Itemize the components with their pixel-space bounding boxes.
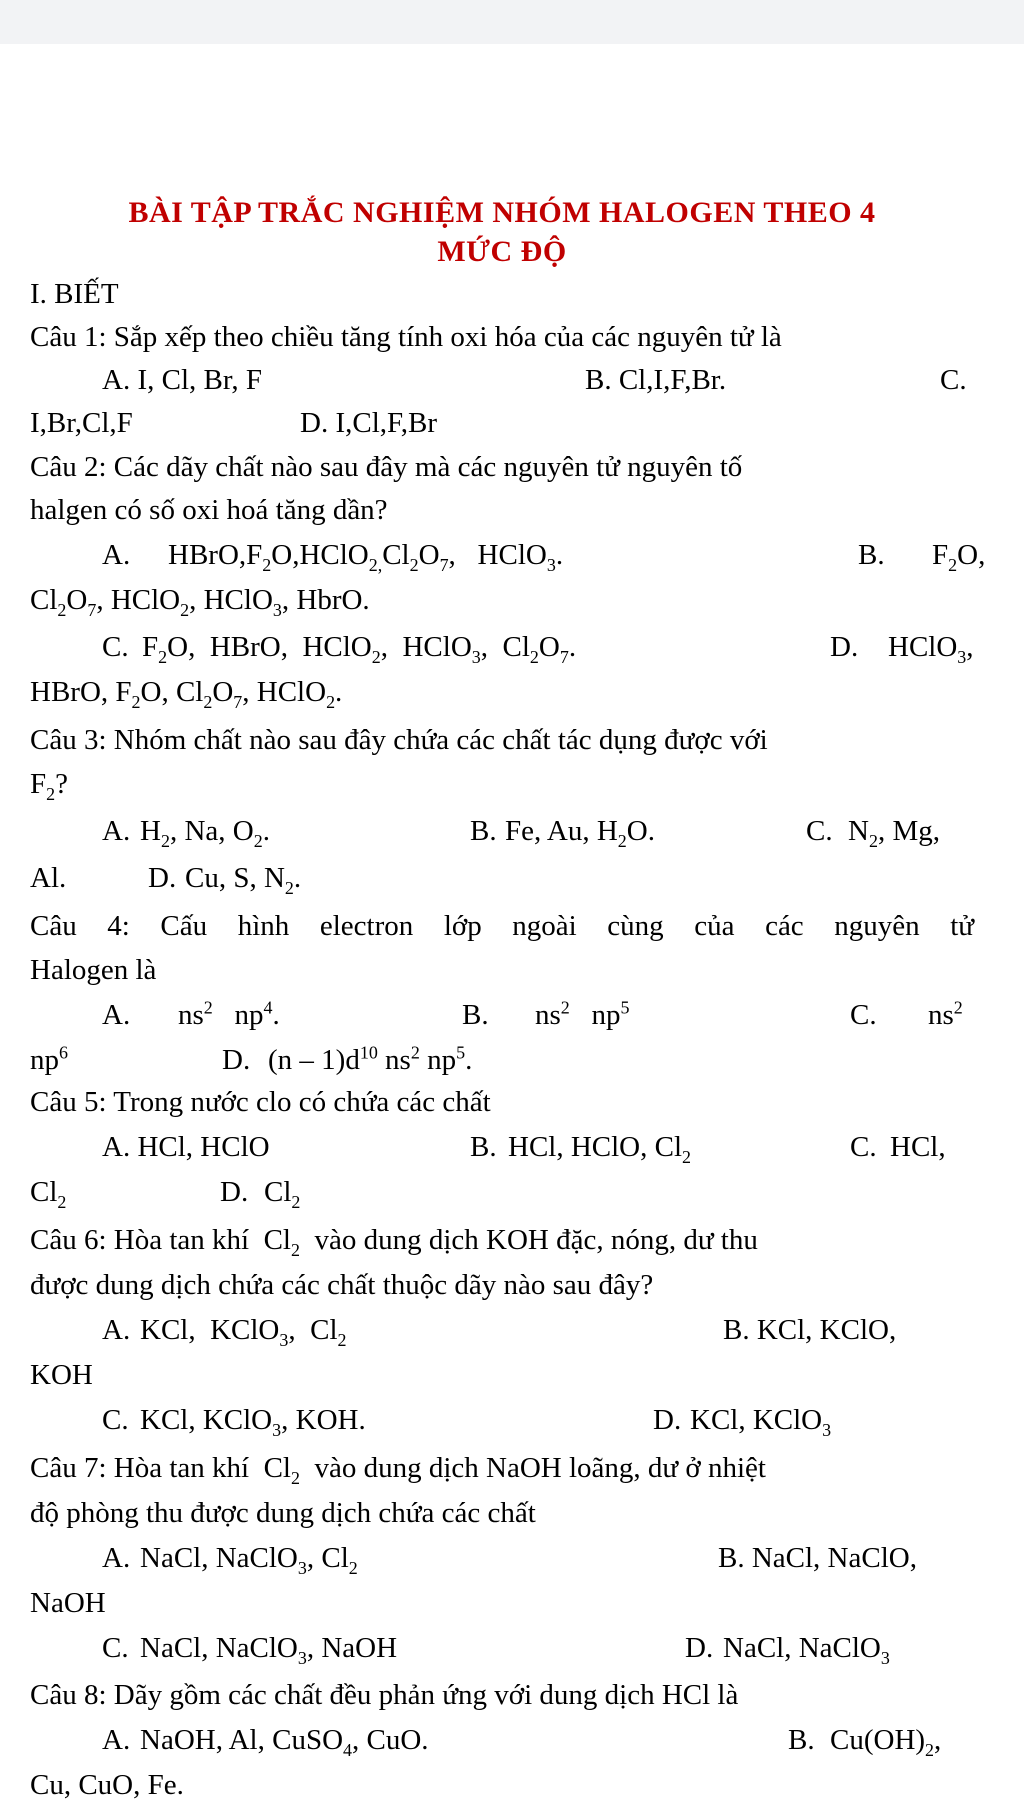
question-6-stem-line-2: được dung dịch chứa các chất thuộc dãy nào sau đây? xyxy=(30,1269,654,1301)
question-6-option-b: B. KCl, KClO, xyxy=(723,1314,897,1346)
question-3-option-b-label: B. xyxy=(470,815,497,847)
question-4-option-c-end: $np^6$ xyxy=(30,1042,68,1076)
question-6-option-d-label: D. xyxy=(653,1404,682,1436)
question-3-option-b: Fe, Au, $H_2O$. xyxy=(505,815,655,851)
question-5-option-c-label: C. xyxy=(850,1131,877,1163)
question-1-option-d: D. I,Cl,F,Br xyxy=(300,407,438,439)
question-3-option-c-start: $N_2$, Mg, xyxy=(848,815,940,851)
question-1-option-c-label: C. xyxy=(940,364,967,396)
question-3-stem-line-2: $F_2$? xyxy=(30,768,68,804)
question-4-stem-line-1: Câu 4: Cấu hình electron lớp ngoài cùng của các nguyên tử xyxy=(30,910,974,942)
question-6-stem-part-2: vào dung dịch KOH đặc, nóng, dư thu xyxy=(314,1224,758,1256)
question-2-option-b-label: B. xyxy=(858,539,885,571)
question-4-option-a-label: A. xyxy=(102,999,131,1031)
question-2-option-b-start: $F_2O$, xyxy=(932,539,986,575)
question-1-stem: Câu 1: Sắp xếp theo chiều tăng tính oxi hóa của các nguyên tử là xyxy=(30,321,782,353)
question-5-option-c-start: HCl, xyxy=(890,1131,946,1163)
question-5-stem: Câu 5: Trong nước clo có chứa các chất xyxy=(30,1086,491,1118)
question-7-option-b-end: NaOH xyxy=(30,1587,106,1619)
question-8-option-a: NaOH, Al, CuSO$_4$, CuO. xyxy=(140,1724,429,1760)
question-2-option-c: $F_2O$, HBrO, HClO$_2$, HClO$_3$, $Cl_2O_7$. xyxy=(142,631,577,667)
question-3-option-c-label: C. xyxy=(806,815,833,847)
question-6-option-d: KCl, KClO$_3$ xyxy=(690,1404,832,1440)
question-8-option-b-label: B. xyxy=(788,1724,815,1756)
question-7-stem-line-1 xyxy=(30,1448,974,1488)
question-8-stem: Câu 8: Dãy gồm các chất đều phản ứng với dung dịch HCl là xyxy=(30,1679,739,1711)
question-2-option-b: $Cl_2O_7$, HClO$_2$, HClO$_3$, HbrO. xyxy=(30,584,370,620)
question-6-option-a-label: A. xyxy=(102,1314,131,1346)
question-3-option-d-label: D. xyxy=(148,862,177,894)
document-title-line-1: BÀI TẬP TRẮC NGHIỆM NHÓM HALOGEN THEO 4 xyxy=(128,196,876,229)
document-title-line-2: MỨC ĐỘ xyxy=(437,235,567,268)
question-3-option-a: $H_2$, Na, $O_2$. xyxy=(140,815,270,851)
question-3-option-c-end: Al. xyxy=(30,862,67,894)
question-8-option-a-label: A. xyxy=(102,1724,131,1756)
question-4-option-c-start: $ns^2$ xyxy=(928,997,963,1031)
question-7-stem-part-1: Câu 7: Hòa tan khí xyxy=(30,1452,250,1484)
question-5-option-d-label: D. xyxy=(220,1176,249,1208)
question-6-stem-part-1: Câu 6: Hòa tan khí xyxy=(30,1224,250,1256)
question-2-option-d-label: D. xyxy=(830,631,859,663)
question-7-stem-formula: $Cl_2$ xyxy=(256,1452,300,1488)
question-3-stem-line-1: Câu 3: Nhóm chất nào sau đây chứa các chất tác dụng được với xyxy=(30,724,768,756)
question-7-stem-part-2: vào dung dịch NaOH loãng, dư ở nhiệt xyxy=(314,1452,766,1484)
question-2-option-d: HBrO, $F_2O$, $Cl_2O_7$, HClO$_2$. xyxy=(30,676,343,712)
question-6-stem-formula: $Cl_2$ xyxy=(256,1224,300,1260)
question-6-option-c: KCl, KClO$_3$, KOH. xyxy=(140,1404,366,1440)
question-8-option-b-end: Cu, CuO, Fe. xyxy=(30,1769,184,1801)
question-7-option-d-label: D. xyxy=(685,1632,714,1664)
top-bar xyxy=(0,0,1024,44)
question-5-option-c-end: $Cl_2$ xyxy=(30,1176,67,1212)
question-2-option-c-label: C. xyxy=(102,631,129,663)
question-5-option-b-label: B. xyxy=(470,1131,497,1163)
question-7-option-a: NaCl, NaClO$_3$, $Cl_2$ xyxy=(140,1542,358,1578)
question-2-stem-line-1: Câu 2: Các dãy chất nào sau đây mà các nguyên tử nguyên tố xyxy=(30,451,743,483)
question-1-option-c: I,Br,Cl,F xyxy=(30,407,133,439)
question-6-stem-line-1 xyxy=(30,1220,974,1260)
question-7-stem-line-2: độ phòng thu được dung dịch chứa các chất xyxy=(30,1497,536,1529)
question-2-option-d-start: HClO$_3$, xyxy=(888,631,974,667)
question-4-option-d-label: D. xyxy=(222,1044,251,1076)
question-7-option-a-label: A. xyxy=(102,1542,131,1574)
question-7-option-d: NaCl, NaClO$_3$ xyxy=(723,1632,890,1668)
question-4-option-b: $ns^2$ $np^5$ xyxy=(535,997,630,1031)
section-heading: I. BIẾT xyxy=(30,278,119,310)
question-1-option-a: A. I, Cl, Br, F xyxy=(102,364,262,396)
question-4-option-b-label: B. xyxy=(462,999,489,1031)
question-2-option-a-label: A. xyxy=(102,539,131,571)
question-5-option-b: HCl, HClO, $Cl_2$ xyxy=(508,1131,692,1167)
question-8-option-b-start: $Cu(OH)_2$, xyxy=(830,1724,942,1760)
question-1-option-b: B. Cl,I,F,Br. xyxy=(585,364,727,396)
question-6-option-c-label: C. xyxy=(102,1404,129,1436)
question-5-option-a: A. HCl, HClO xyxy=(102,1131,270,1163)
question-3-option-a-label: A. xyxy=(102,815,131,847)
question-4-option-c-label: C. xyxy=(850,999,877,1031)
question-5-option-d: $Cl_2$ xyxy=(264,1176,301,1212)
question-7-option-c-label: C. xyxy=(102,1632,129,1664)
question-3-option-d: Cu, S, $N_2$. xyxy=(185,862,302,898)
question-4-stem-line-2: Halogen là xyxy=(30,954,157,986)
question-6-option-a: KCl, KClO$_3$, $Cl_2$ xyxy=(140,1314,347,1350)
question-4-option-d: $(n - 1)d^{10}$ $ns^2$ $np^5$. xyxy=(268,1042,473,1076)
question-2-stem-line-2: halgen có số oxi hoá tăng dần? xyxy=(30,494,388,526)
question-2-option-a: $HBrO,F_2O,HClO_{2,}Cl_2O_7$, HClO$_3$. xyxy=(168,539,564,575)
question-7-option-b: B. NaCl, NaClO, xyxy=(718,1542,917,1574)
question-7-option-c: NaCl, NaClO$_3$, NaOH xyxy=(140,1632,398,1668)
question-6-option-b-end: KOH xyxy=(30,1359,93,1391)
question-4-option-a: $ns^2$ $np^4$. xyxy=(178,997,280,1031)
